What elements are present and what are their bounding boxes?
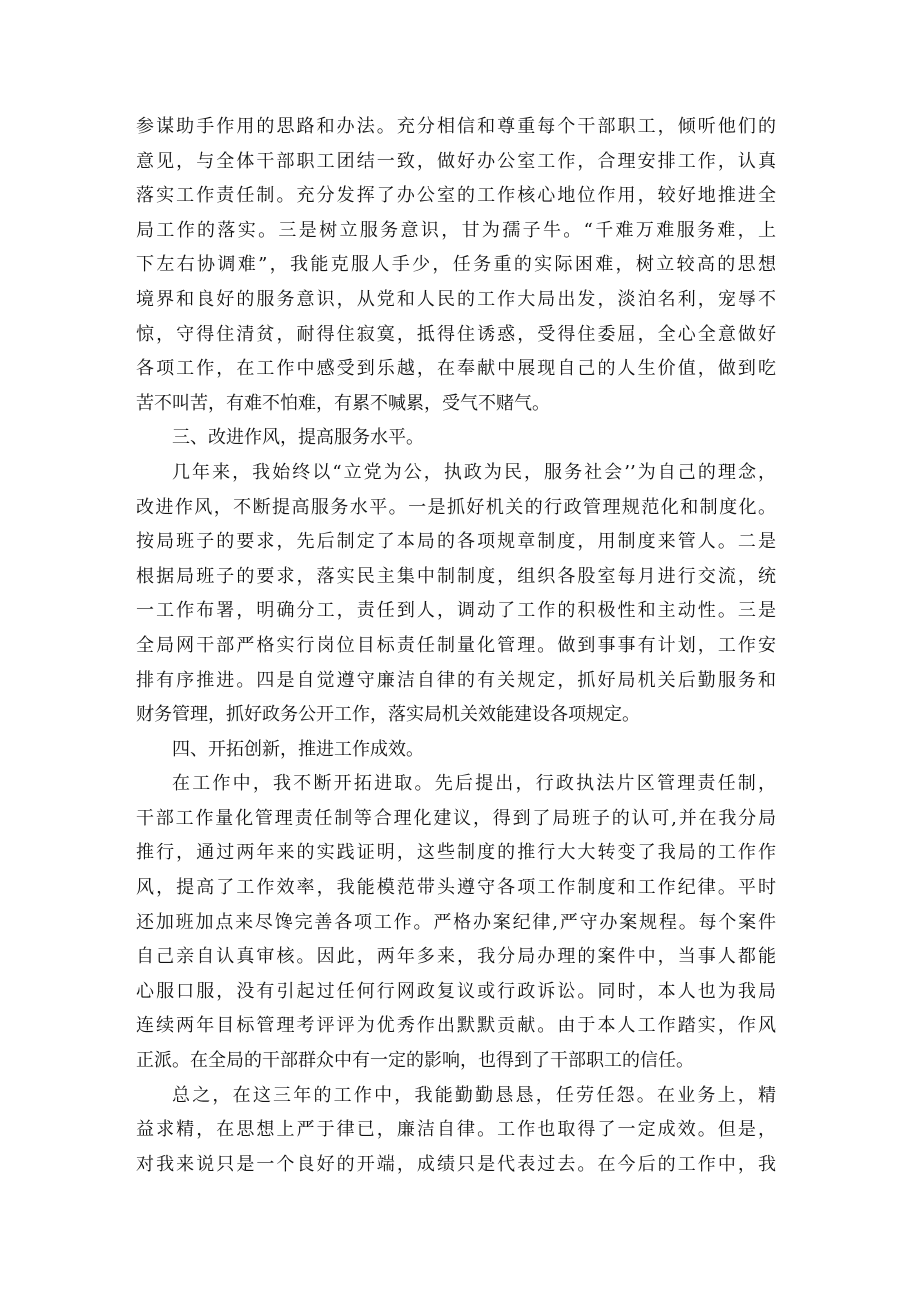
text-line: 几年来，我始终以“立党为公，执政为民，服务社会’’为自己的理念， (172, 461, 776, 483)
text-line: 还加班加点来尽馋完善各项工作。严格办案纪律,严守办案规程。每个案件 (136, 911, 776, 933)
text-line: 总之，在这三年的工作中，我能勤勤恳恳，任劳任怨。在业务上，精 (172, 1084, 776, 1106)
text-line: 正派。在全局的干部群众中有一定的影响，也得到了干部职工的信任。 (136, 1050, 694, 1072)
text-line: 心服口服，没有引起过任何行网政复议或行政诉讼。同时，本人也为我局 (136, 980, 776, 1002)
text-line: 财务管理，抓好政务公开工作，落实局机关效能建设各项规定。 (136, 704, 640, 726)
text-line: 干部工作量化管理责任制等合理化建议，得到了局班子的认可,并在我分局 (136, 807, 776, 829)
text-line: 境界和良好的服务意识，从党和人民的工作大局出发，淡泊名利，宠辱不 (136, 288, 776, 310)
text-line: 自己亲自认真审核。因此，两年多来，我分局办理的案件中，当事人都能 (136, 946, 776, 968)
document-body (136, 110, 776, 1182)
text-line: 排有序推进。四是自觉遵守廉洁自律的有关规定，抓好局机关后勤服务和 (136, 669, 776, 691)
text-line: 益求精，在思想上严于律已，廉洁自律。工作也取得了一定成效。但是， (136, 1119, 776, 1141)
text-line: 意见，与全体干部职工团结一致，做好办公室工作，合理安排工作，认真 (136, 150, 776, 172)
text-line: 落实工作责任制。充分发挥了办公室的工作核心地位作用，较好地推进全 (136, 185, 776, 207)
text-line: 根据局班子的要求，落实民主集中制制度，组织各股室每月进行交流，统 (136, 565, 776, 587)
text-line: 对我来说只是一个良好的开端，成绩只是代表过去。在今后的工作中，我 (136, 1153, 776, 1175)
text-line: 四、开拓创新，推进工作成效。 (172, 738, 424, 760)
text-line: 各项工作，在工作中感受到乐越，在奉献中展现自己的人生价值，做到吃 (136, 358, 776, 380)
text-line: 下左右协调难”，我能克服人手少，任务重的实际困难，树立较高的思想 (136, 254, 776, 276)
text-line: 连续两年目标管理考评评为优秀作出默默贡献。由于本人工作踏实，作风 (136, 1015, 776, 1037)
text-line: 风，提高了工作效率，我能模范带头遵守各项工作制度和工作纪律。平时 (136, 877, 776, 899)
text-line: 推行，通过两年来的实践证明，这些制度的推行大大转变了我局的工作作 (136, 842, 776, 864)
text-line: 一工作布署，明确分工，责任到人，调动了工作的积极性和主动性。三是 (136, 600, 776, 622)
text-line: 苦不叫苦，有难不怕难，有累不喊累，受气不赌气。 (136, 392, 550, 414)
text-line: 全局网干部严格实行岗位目标责任制量化管理。做到事事有计划，工作安 (136, 634, 776, 656)
text-line: 三、改进作风，提高服务水平。 (172, 427, 424, 449)
text-line: 在工作中，我不断开拓进取。先后提出，行政执法片区管理责任制， (172, 773, 776, 795)
text-line: 局工作的落实。三是树立服务意识，甘为孺子牛。“千难万难服务难，上 (136, 219, 776, 241)
text-line: 改进作风，不断提高服务水平。一是抓好机关的行政管理规范化和制度化。 (136, 496, 776, 518)
text-line: 按局班子的要求，先后制定了本局的各项规章制度，用制度来管人。二是 (136, 531, 776, 553)
text-line: 参谋助手作用的思路和办法。充分相信和尊重每个干部职工，倾听他们的 (136, 116, 776, 137)
text-line: 惊，守得住清贫，耐得住寂寞，抵得住诱惑，受得住委屈，全心全意做好 (136, 323, 776, 345)
